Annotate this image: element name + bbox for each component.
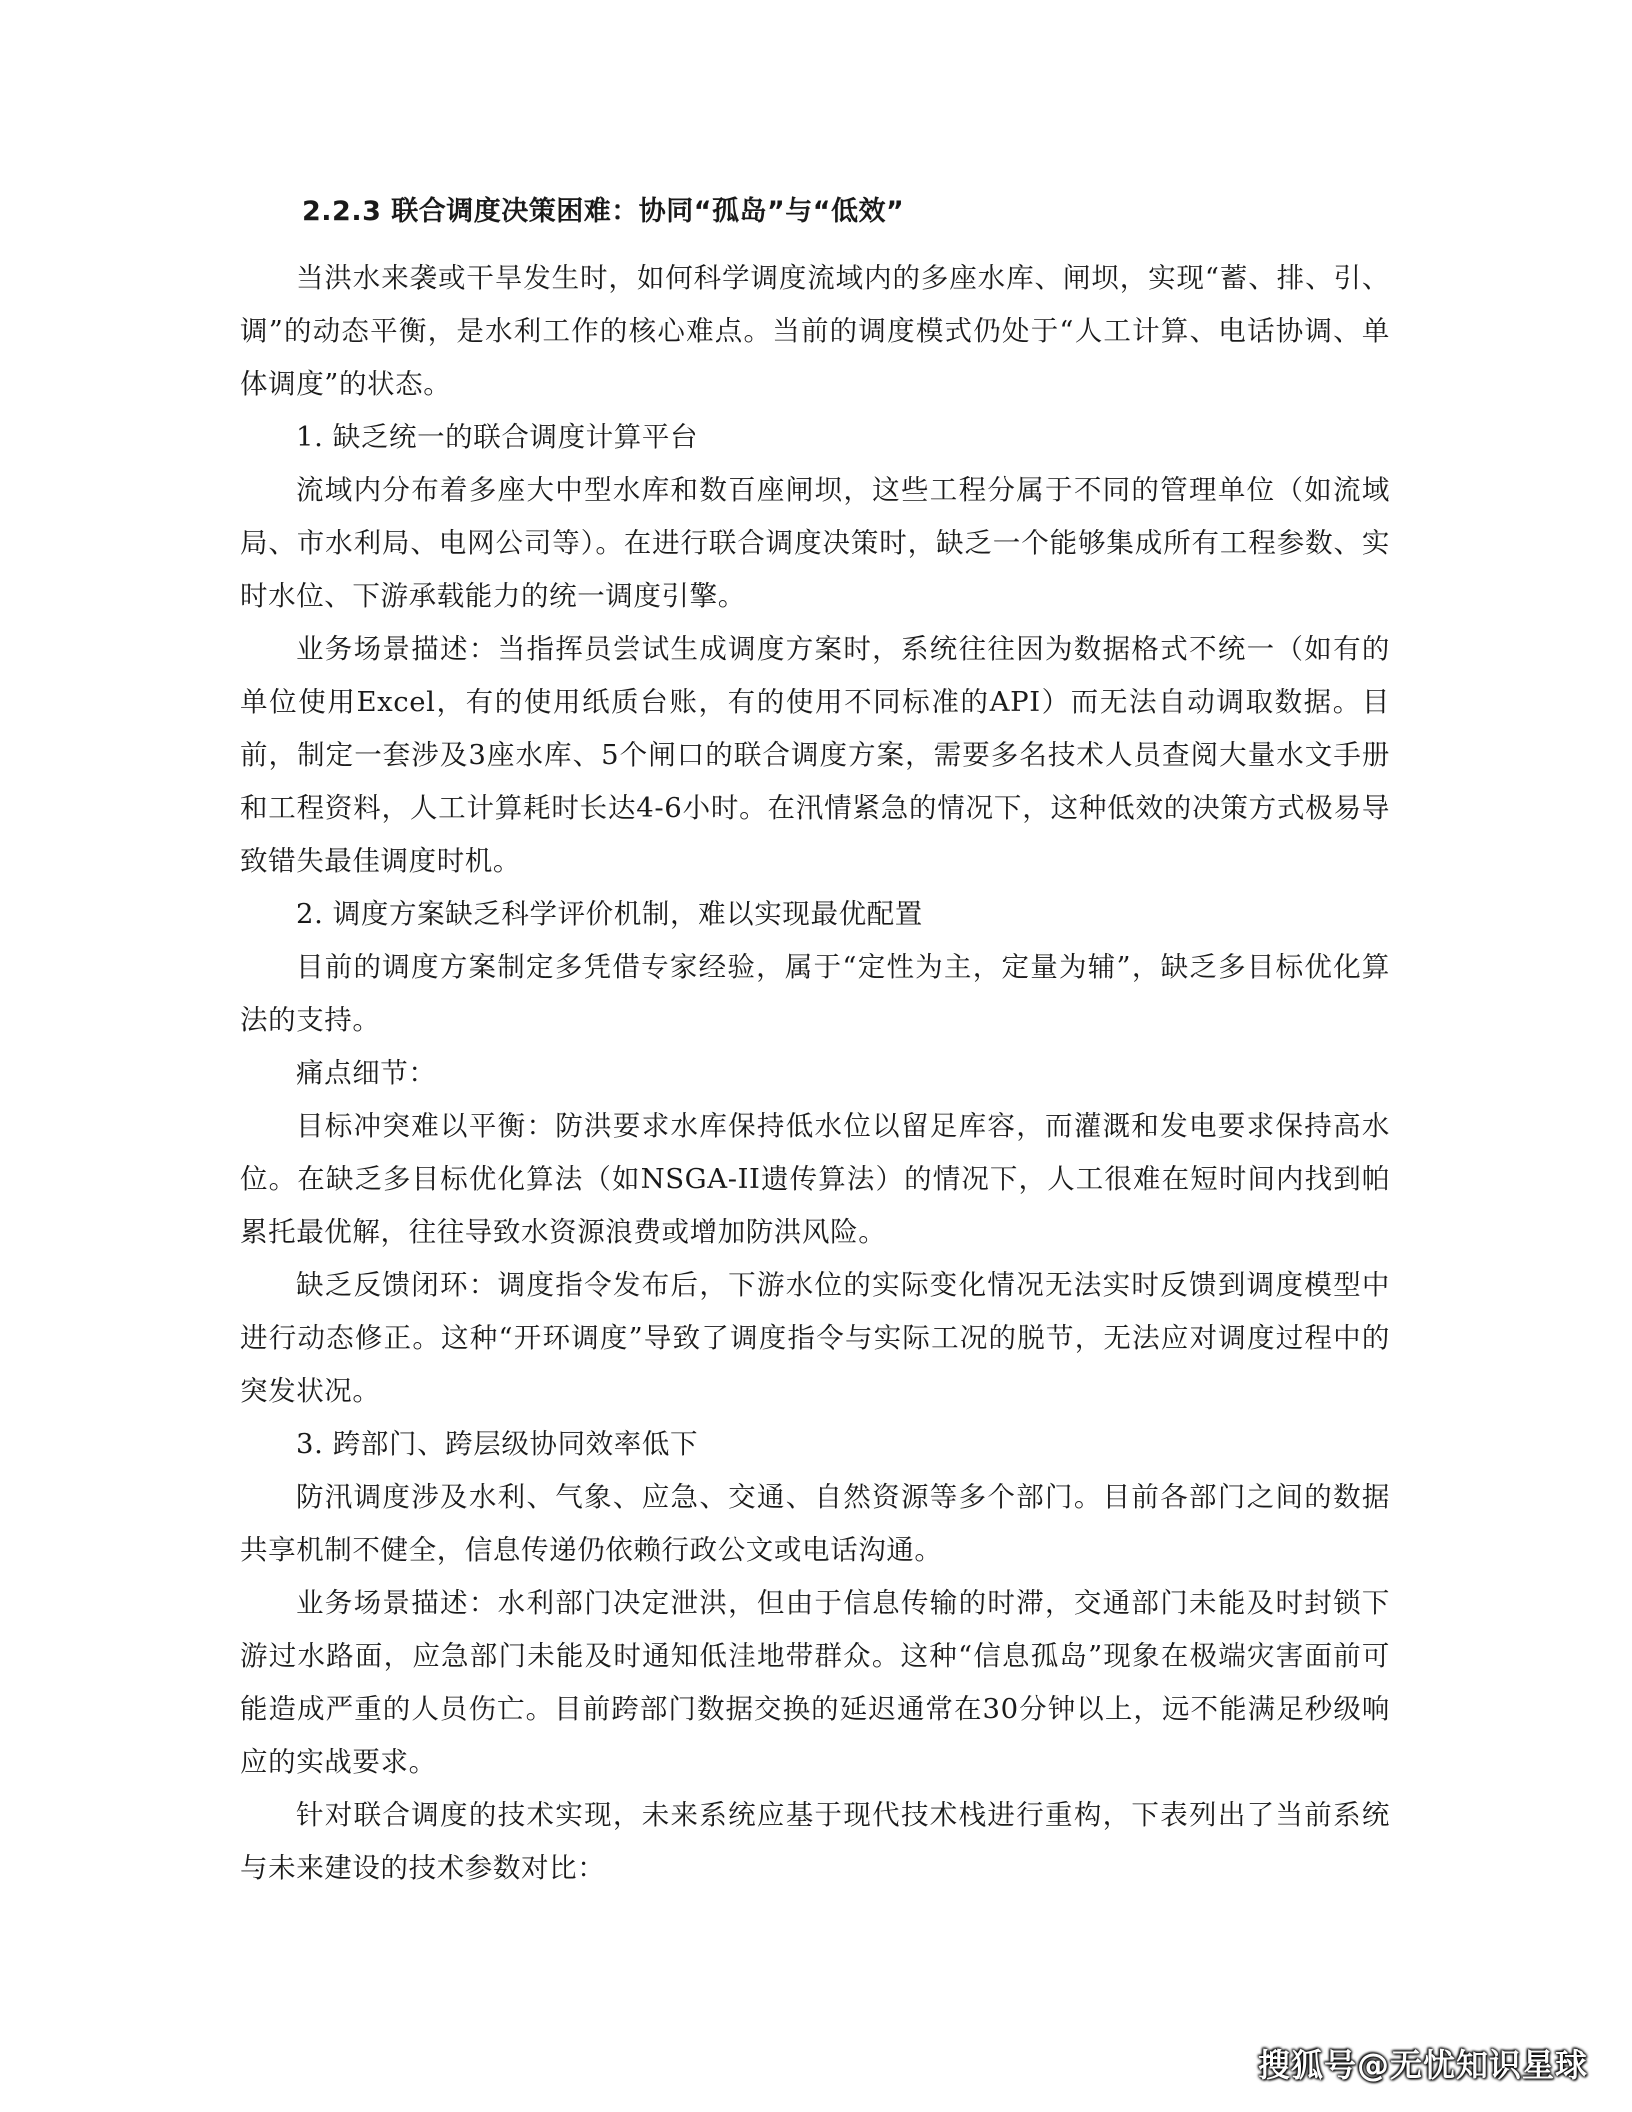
paragraph: 目标冲突难以平衡：防洪要求水库保持低水位以留足库容，而灌溉和发电要求保持高水位。在缺乏多目标优化算法（如NSGA-II遗传算法）的情况下，人工很难在短时间内找到帕累托最优解，往往导致水资源浪费或增加防洪风险。 bbox=[240, 1110, 1390, 1248]
section-heading: 2.2.3 联合调度决策困难：协同“孤岛”与“低效” bbox=[302, 196, 905, 227]
list-item-heading: 1. 缺乏统一的联合调度计算平台 bbox=[296, 421, 699, 453]
sub-label: 痛点细节： bbox=[296, 1057, 437, 1089]
watermark: 搜狐号@无忧知识星球 bbox=[1257, 2046, 1588, 2084]
paragraph: 当洪水来袭或干旱发生时，如何科学调度流域内的多座水库、闸坝，实现“蓄、排、引、调”的动态平衡，是水利工作的核心难点。当前的调度模式仍处于“人工计算、电话协调、单体调度”的状态。 bbox=[240, 262, 1390, 400]
paragraph: 流域内分布着多座大中型水库和数百座闸坝，这些工程分属于不同的管理单位（如流域局、市水利局、电网公司等）。在进行联合调度决策时，缺乏一个能够集成所有工程参数、实时水位、下游承载能力的统一调度引擎。 bbox=[240, 474, 1390, 612]
list-item-heading: 2. 调度方案缺乏科学评价机制，难以实现最优配置 bbox=[296, 898, 923, 930]
paragraph: 业务场景描述：水利部门决定泄洪，但由于信息传输的时滞，交通部门未能及时封锁下游过水路面，应急部门未能及时通知低洼地带群众。这种“信息孤岛”现象在极端灾害面前可能造成严重的人员伤亡。目前跨部门数据交换的延迟通常在30分钟以上，远不能满足秒级响应的实战要求。 bbox=[240, 1587, 1390, 1778]
paragraph: 针对联合调度的技术实现，未来系统应基于现代技术栈进行重构，下表列出了当前系统与未来建设的技术参数对比： bbox=[240, 1799, 1390, 1884]
paragraph: 业务场景描述：当指挥员尝试生成调度方案时，系统往往因为数据格式不统一（如有的单位使用Excel，有的使用纸质台账，有的使用不同标准的API）而无法自动调取数据。目前，制定一套涉及3座水库、5个闸口的联合调度方案，需要多名技术人员查阅大量水文手册和工程资料，人工计算耗时长达4-6小时。在汛情紧急的情况下，这种低效的决策方式极易导致错失最佳调度时机。 bbox=[240, 633, 1390, 877]
paragraph: 目前的调度方案制定多凭借专家经验，属于“定性为主，定量为辅”，缺乏多目标优化算法的支持。 bbox=[240, 951, 1390, 1036]
document-body bbox=[240, 192, 1390, 1895]
paragraph: 防汛调度涉及水利、气象、应急、交通、自然资源等多个部门。目前各部门之间的数据共享机制不健全，信息传递仍依赖行政公文或电话沟通。 bbox=[240, 1481, 1390, 1566]
list-item-heading: 3. 跨部门、跨层级协同效率低下 bbox=[296, 1428, 699, 1460]
paragraph: 缺乏反馈闭环：调度指令发布后，下游水位的实际变化情况无法实时反馈到调度模型中进行动态修正。这种“开环调度”导致了调度指令与实际工况的脱节，无法应对调度过程中的突发状况。 bbox=[240, 1269, 1390, 1407]
